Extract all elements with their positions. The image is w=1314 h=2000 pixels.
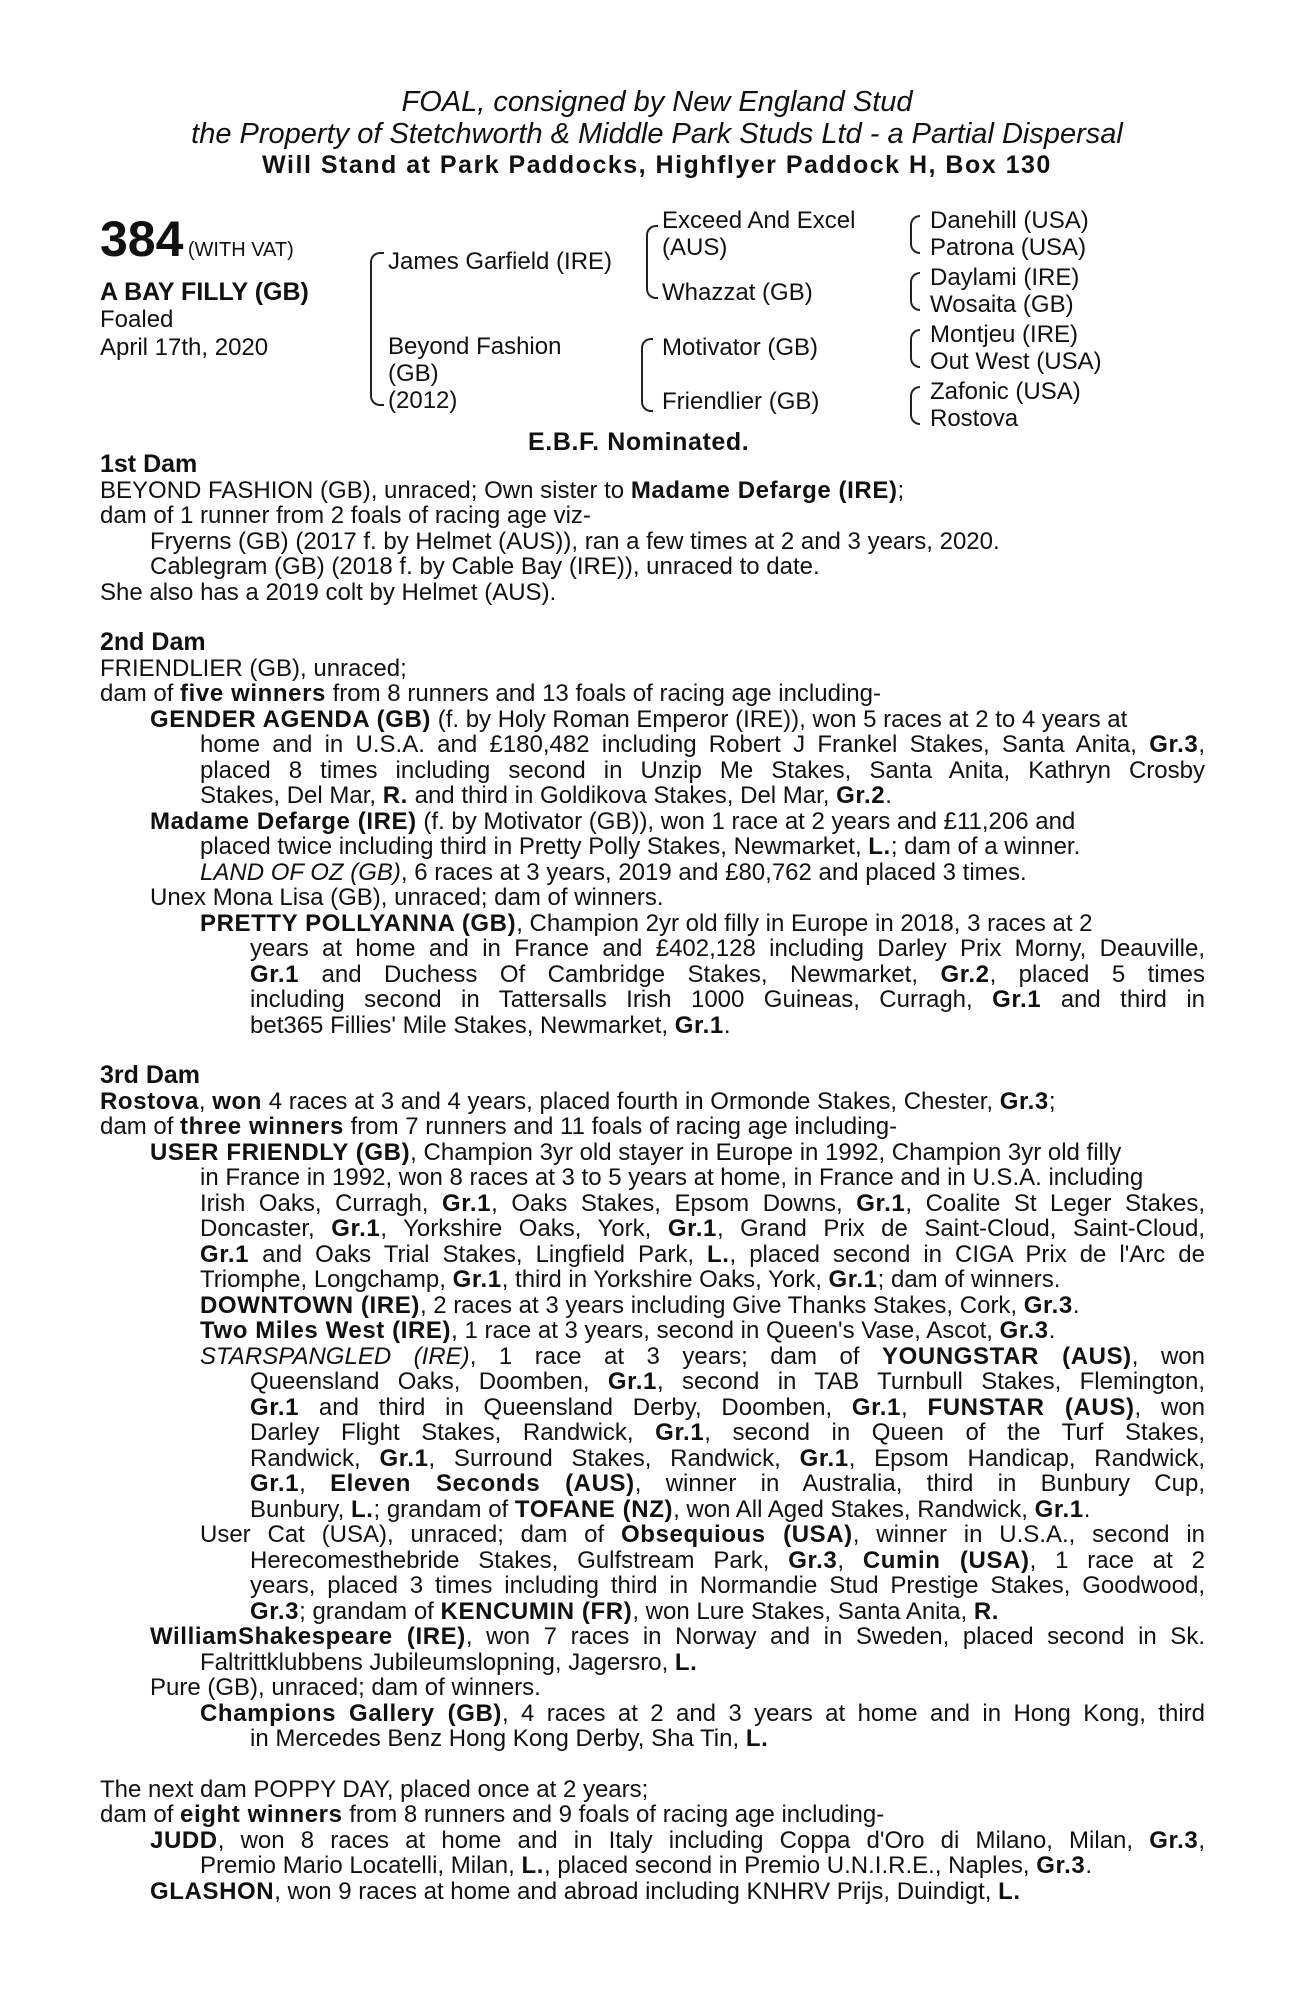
lot-number: 384 [100,211,184,267]
second-dam-heading: 2nd Dam [100,628,206,656]
first-dam-produce-intro: dam of 1 runner from 2 foals of racing age viz- [100,502,591,529]
property-line: the Property of Stetchworth & Middle Park Studs Ltd - a Partial Dispersal [191,118,1123,150]
user-cat-line-4: Gr.3; grandam of KENCUMIN (FR), won Lure Stakes, Santa Anita, R. [250,1597,1000,1625]
starspangled-line-1: STARSPANGLED (IRE), 1 race at 3 years; dam of YOUNGSTAR (AUS), won [200,1342,1206,1370]
grandparent-5: Montjeu (IRE) [930,321,1079,348]
judd-line-2: Premio Mario Locatelli, Milan, L., placed second in Premio U.N.I.R.E., Naples, Gr.3. [200,1852,1092,1879]
user-cat-line-2: Herecomesthebride Stakes, Gulfstream Park, Gr.3, Cumin (USA), 1 race at 2 [250,1546,1206,1574]
glashon-line: GLASHON, won 9 races at home and abroad including KNHRV Prijs, Duindigt, L. [150,1877,1021,1905]
sire-name: James Garfield (IRE) [388,248,613,275]
location-line: Will Stand at Park Paddocks, Highflyer Paddock H, Box 130 [262,151,1052,179]
second-dam-produce-intro: dam of five winners from 8 runners and 13 foals of racing age including- [100,680,881,707]
pedigree-brace-sire [646,225,658,299]
pedigree-brace-dam [641,338,653,412]
foaled-date: April 17th, 2020 [100,334,269,361]
consignor-line: FOAL, consigned by New England Stud [401,86,913,118]
pretty-pollyanna-line-2: years at home and in France and £402,128 including Darley Prix Morny, Deauville, [250,935,1205,962]
sire-sire: Exceed And Excel [662,207,856,234]
first-dam-line: BEYOND FASHION (GB), unraced; Own sister to Madame Defarge (IRE); [100,476,905,504]
sire-sire-country: (AUS) [662,234,728,261]
pedigree-brace-main [370,252,384,406]
dam-dam: Friendlier (GB) [662,388,820,415]
vat-note: (WITH VAT) [187,239,294,261]
next-dam-produce-intro: dam of eight winners from 8 runners and 9 foals of racing age including- [100,1801,885,1828]
grandparent-7: Zafonic (USA) [930,378,1081,405]
user-friendly-line-3: Irish Oaks, Curragh, Gr.1, Oaks Stakes, Epsom Downs, Gr.1, Coalite St Leger Stakes, [200,1189,1205,1217]
pure-line: Pure (GB), unraced; dam of winners. [150,1674,541,1701]
grandparent-6: Out West (USA) [930,348,1102,375]
two-miles-west-line: Two Miles West (IRE), 1 race at 3 years, second in Queen's Vase, Ascot, Gr.3. [200,1317,1056,1344]
starspangled-line-7: Bunbury, L.; grandam of TOFANE (NZ), won All Aged Stakes, Randwick, Gr.1. [250,1495,1091,1523]
foaled-label: Foaled [100,306,174,333]
pretty-pollyanna-line-5: bet365 Fillies' Mile Stakes, Newmarket, Gr.1. [250,1011,731,1039]
next-dam-line: The next dam POPPY DAY, placed once at 2 years; [100,1775,649,1803]
ebf-nomination: E.B.F. Nominated. [528,428,750,456]
pedigree-brace-g12 [910,215,920,254]
gender-agenda-line-1: GENDER AGENDA (GB) (f. by Holy Roman Emperor (IRE)), won 5 races at 2 to 4 years at [150,705,1128,733]
user-friendly-line-1: USER FRIENDLY (GB), Champion 3yr old stayer in Europe in 1992, Champion 3yr old filly [150,1138,1122,1166]
user-friendly-line-5: Gr.1 and Oaks Trial Stakes, Lingfield Park, L., placed second in CIGA Prix de l'Arc de [200,1240,1206,1268]
third-dam-heading: 3rd Dam [100,1061,201,1089]
pretty-pollyanna-line-1: PRETTY POLLYANNA (GB), Champion 2yr old filly in Europe in 2018, 3 races at 2 [200,909,1093,937]
grandparent-4: Wosaita (GB) [930,291,1074,318]
downtown-line: DOWNTOWN (IRE), 2 races at 3 years including Give Thanks Stakes, Cork, Gr.3. [200,1291,1080,1319]
lot-title: A BAY FILLY (GB) [100,278,309,306]
champions-gallery-line-2: in Mercedes Benz Hong Kong Derby, Sha Tin, L. [250,1725,769,1752]
starspangled-line-6: Gr.1, Eleven Seconds (AUS), winner in Australia, third in Bunbury Cup, [250,1470,1205,1497]
user-friendly-line-4: Doncaster, Gr.1, Yorkshire Oaks, York, Gr.1, Grand Prix de Saint-Cloud, Saint-Cloud, [200,1215,1205,1242]
unex-mona-lisa-line: Unex Mona Lisa (GB), unraced; dam of winners. [150,884,664,911]
produce-fryerns: Fryerns (GB) (2017 f. by Helmet (AUS)), ran a few times at 2 and 3 years, 2020. [150,527,1000,555]
user-friendly-line-2: in France in 1992, won 8 races at 3 to 5 years at home, in France and in U.S.A. including [200,1164,1144,1191]
user-cat-line-1: User Cat (USA), unraced; dam of Obsequious (USA), winner in U.S.A., second in [200,1521,1205,1548]
starspangled-line-2: Queensland Oaks, Doomben, Gr.1, second in TAB Turnbull Stakes, Flemington, [250,1368,1205,1395]
starspangled-line-5: Randwick, Gr.1, Surround Stakes, Randwick, Gr.1, Epsom Handicap, Randwick, [250,1444,1205,1472]
land-of-oz-line: LAND OF OZ (GB), 6 races at 3 years, 2019 and £80,762 and placed 3 times. [200,858,1027,886]
pedigree-brace-g56 [910,329,920,368]
first-dam-heading: 1st Dam [100,450,198,478]
grandparent-2: Patrona (USA) [930,234,1087,261]
gender-agenda-line-3: placed 8 times including second in Unzip Me Stakes, Santa Anita, Kathryn Crosby [200,756,1205,784]
pedigree-brace-g34 [910,272,920,311]
grandparent-1: Danehill (USA) [930,207,1089,234]
judd-line-1: JUDD, won 8 races at home and in Italy including Coppa d'Oro di Milano, Milan, Gr.3, [150,1826,1205,1854]
william-shakespeare-line-1: WilliamShakespeare (IRE), won 7 races in Norway and in Sweden, placed second in Sk. [150,1623,1205,1650]
champions-gallery-line-1: Champions Gallery (GB), 4 races at 2 and 3 years at home and in Hong Kong, third [200,1699,1205,1727]
madame-defarge-line-1: Madame Defarge (IRE) (f. by Motivator (GB)), won 1 race at 2 years and £11,206 and [150,807,1076,835]
gender-agenda-line-4: Stakes, Del Mar, R. and third in Goldikova Stakes, Del Mar, Gr.2. [200,782,892,809]
madame-defarge-line-2: placed twice including third in Pretty Polly Stakes, Newmarket, L.; dam of a winner. [200,833,1081,860]
starspangled-line-3: Gr.1 and third in Queensland Derby, Doomben, Gr.1, FUNSTAR (AUS), won [250,1393,1206,1421]
grandparent-8: Rostova [930,405,1019,432]
william-shakespeare-line-2: Faltrittklubbens Jubileumslopning, Jagersro, L. [200,1648,698,1676]
grandparent-3: Daylami (IRE) [930,264,1080,291]
catalogue-body [100,452,1205,1904]
third-dam-produce-intro: dam of three winners from 7 runners and 11 foals of racing age including- [100,1113,898,1140]
user-cat-line-3: years, placed 3 times including third in Normandie Stud Prestige Stakes, Goodwood, [250,1572,1205,1599]
dam-country: (GB) [388,360,439,387]
rostova-line: Rostova, won 4 races at 3 and 4 years, placed fourth in Ormonde Stakes, Chester, Gr.3; [100,1087,1056,1115]
produce-cablegram: Cablegram (GB) (2018 f. by Cable Bay (IRE)), unraced to date. [150,553,820,580]
pretty-pollyanna-line-4: including second in Tattersalls Irish 1000 Guineas, Curragh, Gr.1 and third in [250,986,1205,1013]
starspangled-line-4: Darley Flight Stakes, Randwick, Gr.1, second in Queen of the Turf Stakes, [250,1419,1205,1446]
dam-sire: Motivator (GB) [662,334,819,361]
produce-2019-colt: She also has a 2019 colt by Helmet (AUS). [100,578,557,606]
gender-agenda-line-2: home and in U.S.A. and £180,482 including Robert J Frankel Stakes, Santa Anita, Gr.3, [200,731,1205,758]
dam-year: (2012) [388,387,458,414]
sire-dam: Whazzat (GB) [662,279,813,306]
pretty-pollyanna-line-3: Gr.1 and Duchess Of Cambridge Stakes, Newmarket, Gr.2, placed 5 times [250,960,1205,988]
madame-defarge-link: Madame Defarge (IRE) [630,476,898,504]
dam-name: Beyond Fashion [388,333,562,360]
user-friendly-line-6: Triomphe, Longchamp, Gr.1, third in Yorkshire Oaks, York, Gr.1; dam of winners. [200,1266,1061,1293]
lot-number-block [100,210,294,268]
pedigree-brace-g78 [910,386,920,425]
second-dam-line: FRIENDLIER (GB), unraced; [100,654,407,682]
